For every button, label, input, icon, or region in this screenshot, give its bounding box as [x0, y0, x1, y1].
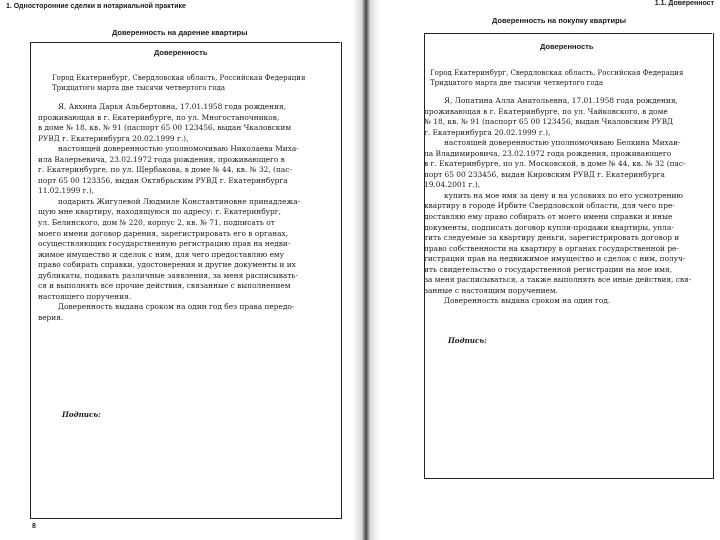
- left-body-text: [38, 102, 300, 323]
- body-line: моего имени договор дарения, зарегистрировать его в органах,: [38, 228, 289, 238]
- body-line: 19.04.2001 г.),: [424, 180, 481, 190]
- left-signature-label: Подпись:: [62, 410, 101, 419]
- body-line: 11.02.1999 г.),: [38, 186, 95, 196]
- body-line: РУВД г. Екатеринбурга 20.02.1999 г.),: [38, 133, 189, 143]
- left-running-head: 1. Односторонние сделки в нотариальной практике: [6, 3, 186, 10]
- left-page-number: 8: [32, 523, 36, 530]
- book-gutter: [352, 0, 380, 540]
- body-line: тить следуемые за квартиру деньги, зарегистрировать договор и: [424, 233, 680, 243]
- body-line: № 18, кв. № 91 (паспорт 65 00 123456, выдан Чкаловским РУВД: [424, 117, 674, 127]
- body-line: ла Владимировича, 23.02.1972 года рождения, проживающего: [424, 148, 672, 158]
- body-line: Я, Авхина Дарья Альбертовна, 17.01.1958 года рождения,: [58, 102, 287, 111]
- right-signature-label: Подпись:: [448, 336, 487, 345]
- body-line: Доверенность выдана сроком на один год.: [444, 296, 611, 306]
- left-header-date: Тридцатого марта две тысячи четвертого года: [52, 84, 226, 92]
- body-line: подарить Жигулевой Людмиле Константиновне принадлежа-: [58, 196, 301, 206]
- body-line: осуществляющих государственную регистрацию прав на недви-: [38, 239, 291, 249]
- right-header-block: [430, 68, 683, 88]
- body-line: дубликаты, подавать различные заявления, за меня расписывать-: [38, 270, 298, 280]
- body-line: Доверенность выдана сроком на один год без права передо-: [58, 302, 295, 312]
- body-line: за меня расписываться, а также выполнять все иные действия, свя-: [424, 275, 692, 285]
- body-line: настоящего поручения.: [38, 291, 132, 301]
- right-running-head: 1.1. Доверенност: [654, 0, 714, 7]
- body-line: доставляю ему право собирать от моего имени справки и иные: [424, 212, 673, 222]
- body-line: купить на мое имя за цену и на условиях по его усмотрению: [444, 190, 683, 200]
- body-line: занные с настоящим поручением.: [424, 285, 558, 295]
- body-line: документы, подписать договор купли-продажи квартиры, упла-: [424, 222, 674, 232]
- body-line: ся и выполнять все прочие действия, связанные с выполнением: [38, 281, 291, 291]
- body-line: щую мне квартиру, находящуюся по адресу: г. Екатеринбург,: [38, 207, 281, 217]
- body-line: ить свидетельство о государственной регистрации на мое имя,: [424, 264, 673, 274]
- left-doc-heading: Доверенность: [154, 48, 208, 57]
- body-line: проживающая в г. Екатеринбурге, по ул. Чайковского, в доме: [424, 106, 668, 116]
- body-line: настоящей доверенностью уполномочиваю Николаева Миха-: [58, 144, 299, 154]
- body-line: ила Валерьевича, 23.02.1972 года рождения, проживающего в: [38, 154, 285, 164]
- body-line: в доме № 18, кв. № 91 (паспорт 65 00 123456, выдан Чкаловским: [38, 123, 292, 133]
- left-page: [0, 0, 352, 540]
- body-line: настоящей доверенностью уполномочиваю Белкина Михаи-: [444, 138, 681, 148]
- body-line: право собирать справки, удостоверения и другие документы и их: [38, 260, 296, 270]
- body-line: гистрации прав на недвижимое имущество и сделок с ним, получ-: [424, 254, 686, 264]
- right-body-text: [424, 96, 691, 307]
- body-line: проживающая в г. Екатеринбурге, по ул. Многостаночников,: [38, 112, 280, 122]
- body-line: верия.: [38, 312, 64, 322]
- body-line: г. Екатеринбурга 20.02.1999 г.),: [424, 127, 551, 137]
- left-header-block: [52, 73, 305, 93]
- body-line: г. Екатеринбурге, по ул. Щербакова, в доме № 44, кв. № 32, (пас-: [38, 165, 292, 175]
- body-line: жимое имущество и сделок с ним, для чего предоставляю ему: [38, 249, 284, 259]
- left-header-city: Город Екатеринбург, Свердловская область, Российская Федерация: [52, 74, 306, 82]
- body-line: порт 65 00 123356, выдан Октябрьским РУВД г. Екатеринбурга: [38, 175, 288, 185]
- right-doc-heading: Доверенность: [540, 42, 594, 51]
- left-page-title: Доверенность на дарение квартиры: [112, 28, 248, 37]
- right-page-title: Доверенность на покупку квартиры: [492, 16, 627, 25]
- body-line: в г. Екатеринбурге, по ул. Московской, в доме № 44, кв. № 32 (пас-: [424, 159, 686, 169]
- body-line: ул. Белинского, дом № 220, корпус 2, кв. № 71, подписать от: [38, 218, 275, 228]
- body-line: Я, Лопатина Алла Анатольевна, 17.01.1958 года рождения,: [444, 96, 678, 105]
- right-header-date: Тридцатого марта две тысячи четвертого года: [430, 79, 604, 87]
- right-header-city: Город Екатеринбург, Свердловская область, Российская Федерация: [430, 69, 684, 77]
- right-page: [380, 0, 720, 540]
- body-line: квартиру в городе Ирбите Свердловской области, для чего пре-: [424, 201, 675, 211]
- body-line: право собственности на квартиру в органах государственной ре-: [424, 243, 679, 253]
- body-line: порт 65 00 233456, выдан Кировским РУВД г. Екатеринбурга: [424, 169, 665, 179]
